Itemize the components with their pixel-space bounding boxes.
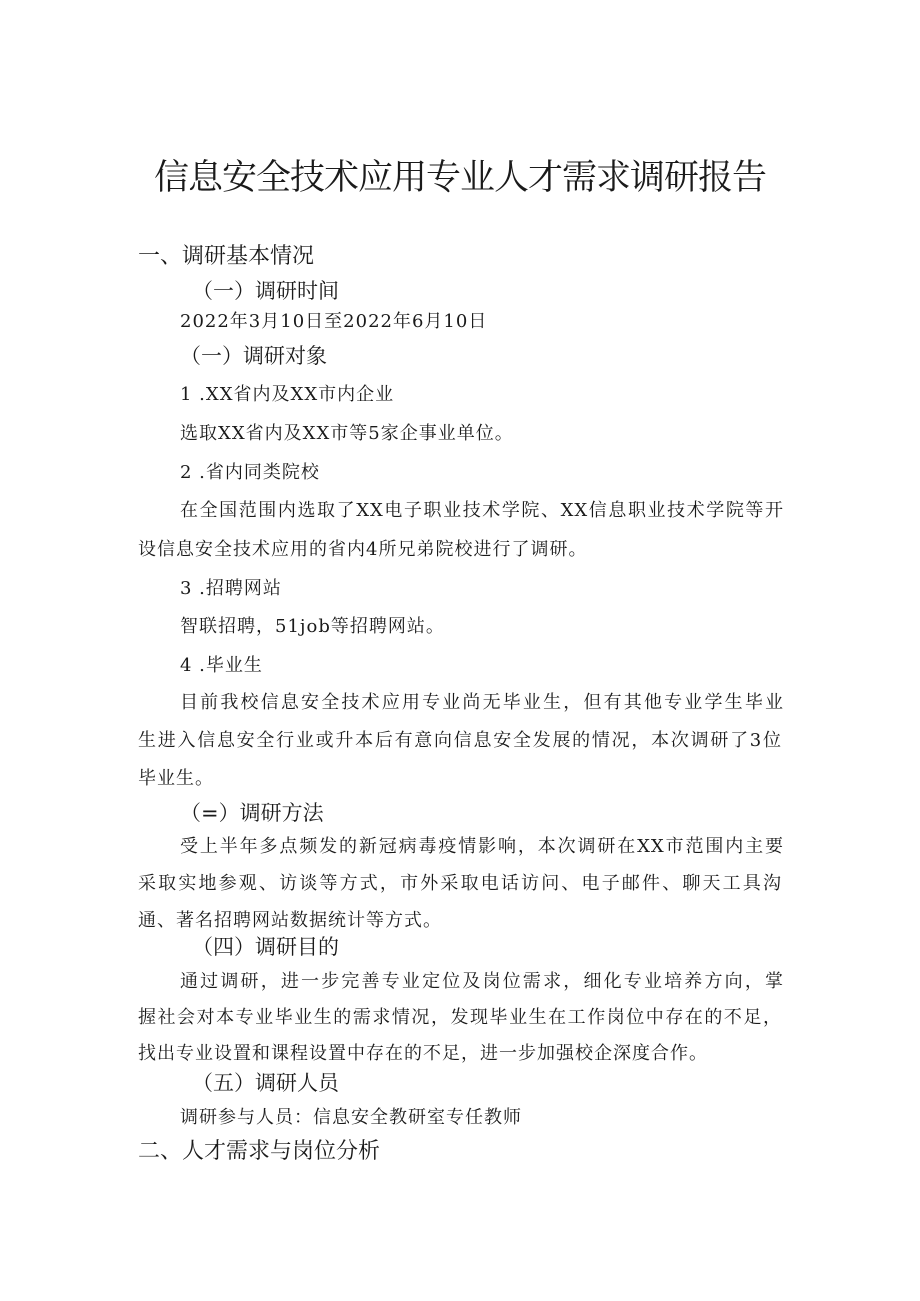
subsection-heading-objects: （一）调研对象 [180, 344, 327, 368]
subsection-heading-method: （=）调研方法 [180, 801, 324, 825]
subsection-heading-time: （一）调研时间 [192, 279, 339, 303]
time-text: 2022年3月10日至2022年6月10日 [180, 311, 488, 332]
object-item-2-line-1: 在全国范围内选取了XX电子职业技术学院、XX信息职业技术学院等开 [180, 500, 784, 521]
section-heading-1: 一、调研基本情况 [138, 244, 315, 269]
object-item-4-line-3: 毕业生。 [138, 768, 214, 789]
section-heading-2: 二、人才需求与岗位分析 [138, 1139, 381, 1164]
object-item-2-line-2: 设信息安全技术应用的省内4所兄弟院校进行了调研。 [138, 539, 588, 560]
purpose-line-3: 找出专业设置和课程设置中存在的不足，进一步加强校企深度合作。 [138, 1043, 708, 1064]
method-line-2: 采取实地参观、访谈等方式，市外采取电话访问、电子邮件、聊天工具沟 [138, 873, 782, 894]
object-item-4-line-1: 目前我校信息安全技术应用专业尚无毕业生，但有其他专业学生毕业 [180, 692, 784, 713]
subsection-heading-purpose: （四）调研目的 [192, 935, 339, 959]
object-item-3-text: 智联招聘，51job等招聘网站。 [180, 616, 445, 637]
purpose-line-1: 通过调研，进一步完善专业定位及岗位需求，细化专业培养方向，掌 [180, 971, 784, 992]
object-item-1-text: 选取XX省内及XX市等5家企事业单位。 [180, 423, 514, 444]
object-item-2-title: 2 .省内同类院校 [180, 462, 320, 483]
method-line-1: 受上半年多点频发的新冠病毒疫情影响，本次调研在XX市范围内主要 [180, 836, 784, 857]
purpose-line-2: 握社会对本专业毕业生的需求情况，发现毕业生在工作岗位中存在的不足， [138, 1007, 782, 1028]
object-item-1-title: 1 .XX省内及XX市内企业 [180, 384, 395, 405]
object-item-4-line-2: 生进入信息安全行业或升本后有意向信息安全发展的情况，本次调研了3位 [138, 730, 782, 751]
staff-text: 调研参与人员：信息安全教研室专任教师 [180, 1107, 522, 1128]
document-title: 信息安全技术应用专业人才需求调研报告 [153, 158, 766, 198]
object-item-4-title: 4 .毕业生 [180, 655, 263, 676]
subsection-heading-staff: （五）调研人员 [192, 1071, 339, 1095]
method-line-3: 通、著名招聘网站数据统计等方式。 [138, 910, 442, 931]
object-item-3-title: 3 .招聘网站 [180, 578, 282, 599]
